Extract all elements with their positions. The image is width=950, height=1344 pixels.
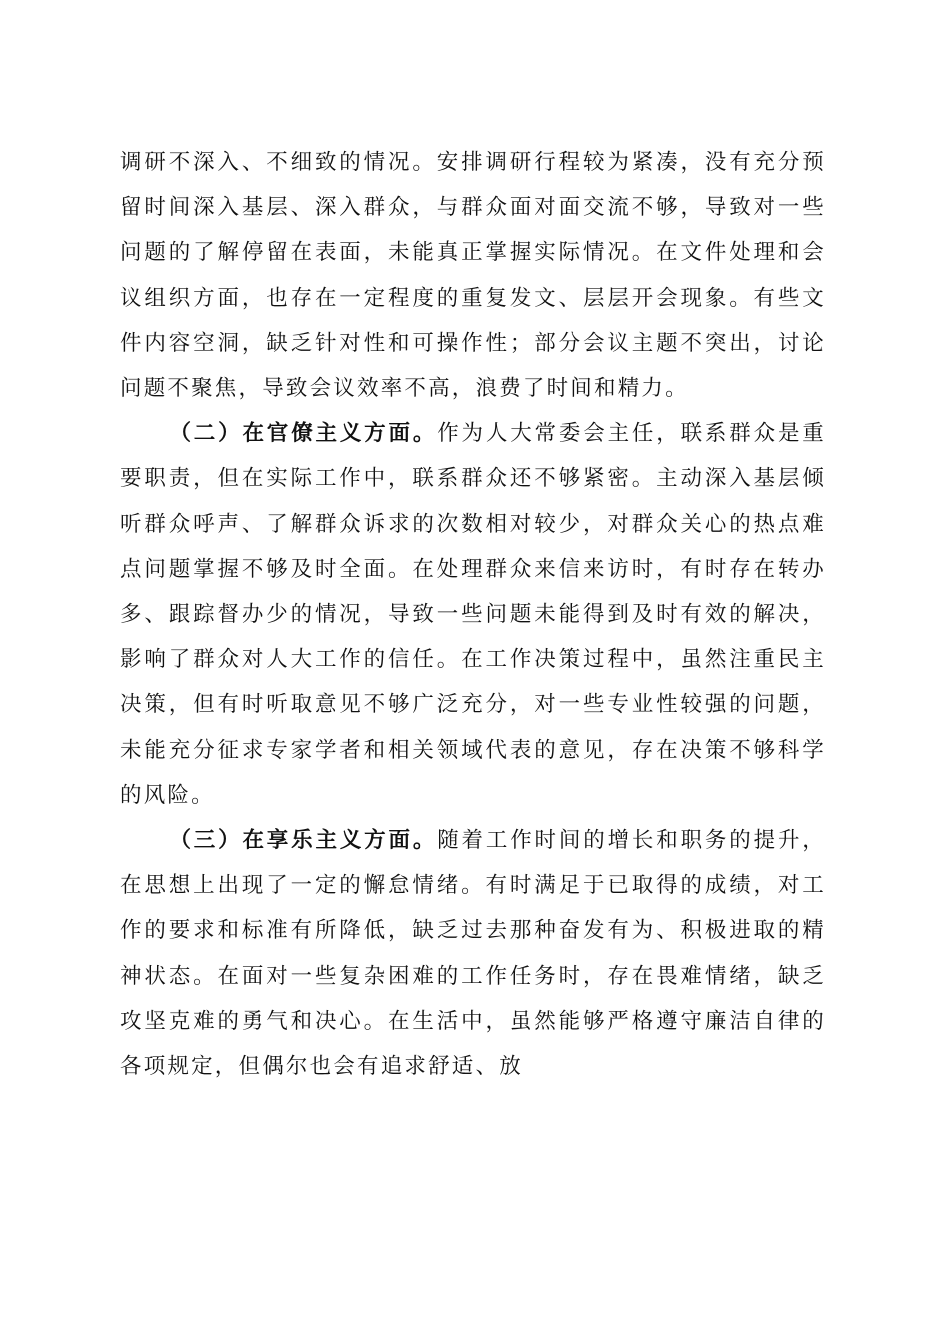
paragraph-bureaucratism: [120, 411, 826, 818]
paragraph-hedonism: [120, 818, 826, 1089]
paragraph-continuation: [120, 140, 826, 411]
paragraph-body: 调研不深入、不细致的情况。安排调研行程较为紧凑，没有充分预留时间深入基层、深入群众，与群众面对面交流不够，导致对一些问题的了解停留在表面，未能真正掌握实际情况。在文件处理和会议组织方面，也存在一定程度的重复发文、层层开会现象。有些文件内容空洞，缺乏针对性和可操作性；部分会议主题不突出，讨论问题不聚焦，导致会议效率不高，浪费了时间和精力。: [120, 150, 826, 402]
paragraph-body: 作为人大常委会主任，联系群众是重要职责，但在实际工作中，联系群众还不够紧密。主动深入基层倾听群众呼声、了解群众诉求的次数相对较少，对群众关心的热点难点问题掌握不够及时全面。在处理群众来信来访时，有时存在转办多、跟踪督办少的情况，导致一些问题未能得到及时有效的解决，影响了群众对人大工作的信任。在工作决策过程中，虽然注重民主决策，但有时听取意见不够广泛充分，对一些专业性较强的问题，未能充分征求专家学者和相关领域代表的意见，存在决策不够科学的风险。: [120, 421, 826, 808]
section-heading-bureaucratism: （二）在官僚主义方面。: [169, 421, 438, 447]
section-heading-hedonism: （三）在享乐主义方面。: [169, 828, 438, 854]
paragraph-body: 随着工作时间的增长和职务的提升，在思想上出现了一定的懈怠情绪。有时满足于已取得的成绩，对工作的要求和标准有所降低，缺乏过去那种奋发有为、积极进取的精神状态。在面对一些复杂困难的工作任务时，存在畏难情绪，缺乏攻坚克难的勇气和决心。在生活中，虽然能够严格遵守廉洁自律的各项规定，但偶尔也会有追求舒适、放: [120, 828, 826, 1080]
document-body: [120, 140, 826, 1089]
